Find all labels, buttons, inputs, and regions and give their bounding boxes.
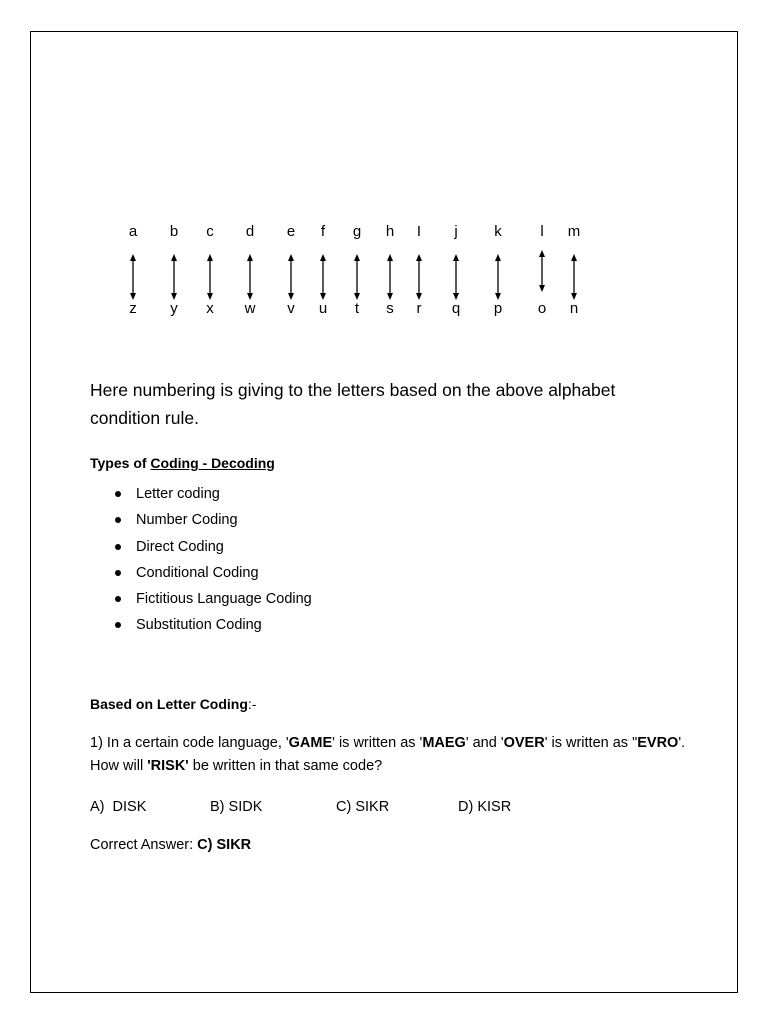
letter-coding-heading-suffix: :- bbox=[247, 696, 257, 712]
bottom-letter: u bbox=[318, 300, 328, 317]
bottom-letter: w bbox=[244, 300, 256, 317]
question-text bbox=[90, 732, 690, 778]
list-item bbox=[90, 481, 312, 507]
types-heading-underlined: Coding - Decoding bbox=[150, 455, 275, 471]
letter-coding-heading bbox=[90, 694, 256, 714]
bottom-letter: v bbox=[287, 300, 295, 317]
top-letter: f bbox=[320, 223, 326, 240]
bottom-letter: s bbox=[386, 300, 394, 317]
letter-coding-heading-text: Based on Letter Coding bbox=[90, 696, 248, 712]
top-letter: d bbox=[245, 223, 255, 240]
bottom-letter: x bbox=[206, 300, 214, 317]
types-heading-prefix: Types of bbox=[90, 455, 151, 471]
top-letter: b bbox=[169, 223, 179, 240]
bottom-letter: q bbox=[451, 300, 461, 317]
double-arrow-icon bbox=[537, 250, 547, 292]
double-arrow-icon bbox=[128, 254, 138, 300]
option-c: C) SIKR bbox=[336, 799, 390, 815]
question-word: EVRO bbox=[637, 735, 679, 751]
double-arrow-icon bbox=[318, 254, 328, 300]
top-letter: j bbox=[454, 223, 458, 240]
intro-paragraph: Here numbering is giving to the letters based on the above alphabet condition rule. bbox=[90, 380, 616, 428]
bottom-letter: z bbox=[129, 300, 137, 317]
list-item-label: Fictitious Language Coding bbox=[136, 591, 312, 608]
list-item-label: Number Coding bbox=[136, 512, 238, 529]
double-arrow-icon bbox=[569, 254, 579, 300]
types-list bbox=[90, 481, 312, 639]
list-item bbox=[90, 586, 312, 612]
alphabet-mapping-diagram bbox=[0, 0, 768, 330]
bottom-letter: y bbox=[170, 300, 178, 317]
double-arrow-icon bbox=[352, 254, 362, 300]
list-item-label: Substitution Coding bbox=[136, 617, 262, 634]
top-letter: I bbox=[416, 223, 422, 240]
correct-answer-label: Correct Answer: bbox=[90, 837, 198, 853]
list-item-label: Conditional Coding bbox=[136, 564, 259, 581]
list-item bbox=[90, 534, 312, 560]
option-b: B) SIDK bbox=[210, 799, 263, 815]
top-letter: h bbox=[385, 223, 395, 240]
bullet-icon bbox=[115, 570, 121, 576]
bottom-letter: p bbox=[493, 300, 503, 317]
option-a: A) DISK bbox=[90, 799, 147, 815]
bottom-letter: r bbox=[416, 300, 422, 317]
question-part: ' is written as " bbox=[544, 735, 638, 751]
double-arrow-icon bbox=[385, 254, 395, 300]
top-letter: a bbox=[128, 223, 138, 240]
top-letter: e bbox=[286, 223, 296, 240]
correct-answer-value: C) SIKR bbox=[197, 837, 252, 853]
question-word: GAME bbox=[288, 735, 333, 751]
question-part: ' and ' bbox=[465, 735, 504, 751]
list-item bbox=[90, 507, 312, 533]
double-arrow-icon bbox=[245, 254, 255, 300]
bottom-letter: t bbox=[354, 300, 360, 317]
double-arrow-icon bbox=[286, 254, 296, 300]
top-letter: l bbox=[540, 223, 544, 240]
bullet-icon bbox=[115, 544, 121, 550]
double-arrow-icon bbox=[414, 254, 424, 300]
question-word: MAEG bbox=[422, 735, 466, 751]
bullet-icon bbox=[115, 491, 121, 497]
types-heading bbox=[90, 454, 275, 472]
bullet-icon bbox=[115, 596, 121, 602]
top-letter: g bbox=[352, 223, 362, 240]
question-part: '. How will bbox=[90, 735, 686, 774]
list-item-label: Direct Coding bbox=[136, 538, 224, 555]
double-arrow-icon bbox=[169, 254, 179, 300]
top-letter: m bbox=[567, 223, 581, 240]
answer-options bbox=[90, 797, 690, 817]
question-word: 'RISK' bbox=[147, 758, 189, 774]
question-part: ' is written as ' bbox=[332, 735, 423, 751]
list-item bbox=[90, 612, 312, 638]
double-arrow-icon bbox=[451, 254, 461, 300]
question-part: be written in that same code? bbox=[188, 758, 383, 774]
list-item-label: Letter coding bbox=[136, 486, 220, 502]
option-d: D) KISR bbox=[458, 799, 512, 815]
question-word: OVER bbox=[503, 735, 545, 751]
bullet-icon bbox=[115, 622, 121, 628]
bottom-letter: o bbox=[537, 300, 547, 317]
double-arrow-icon bbox=[493, 254, 503, 300]
bottom-letter: n bbox=[569, 300, 579, 317]
list-item bbox=[90, 560, 312, 586]
top-letter: c bbox=[206, 223, 214, 240]
correct-answer bbox=[90, 835, 251, 855]
question-part: 1) In a certain code language, ' bbox=[90, 735, 289, 751]
top-letter: k bbox=[494, 223, 502, 240]
bullet-icon bbox=[115, 517, 121, 523]
double-arrow-icon bbox=[205, 254, 215, 300]
